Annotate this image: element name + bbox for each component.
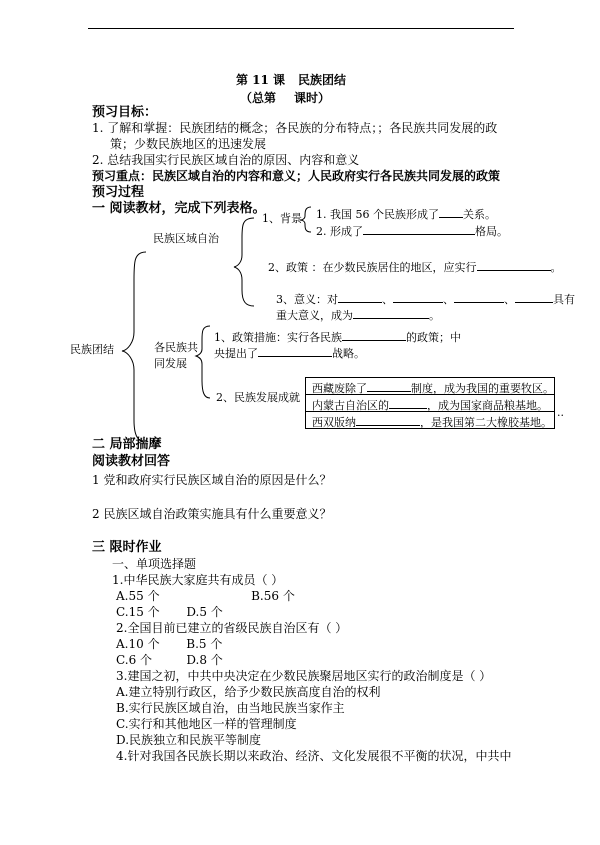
q1-stem: 1.中华民族大家庭共有成员（ ） — [112, 573, 284, 587]
meaning-line-2: 重大意义，成为 。 — [276, 309, 440, 322]
achievement-xishuangbanna: 西双版纳 ，是我国第二大橡胶基地。 — [312, 416, 552, 429]
q3-option-a: A.建立特别行政区，给予少数民族高度自治的权利 — [116, 685, 381, 699]
achievements-label: 2、民族发展成就 — [216, 391, 300, 404]
question-reason: 1 党和政府实行民族区域自治的原因是什么？ — [92, 473, 332, 487]
section3-heading: 三 限时作业 — [92, 540, 162, 555]
q2-options-ab: A.10 个 B.5 个 — [116, 637, 223, 651]
lesson-number: 第 11 课 — [236, 73, 286, 87]
section2-heading: 二 局部揣摩 — [92, 437, 162, 452]
goal-2: 2. 总结我国实行民族区域自治的原因、内容和意义 — [92, 153, 360, 167]
goals-heading: 预习目标： — [92, 105, 158, 120]
q3-option-b: B.实行民族区域自治，由当地民族当家作主 — [116, 701, 345, 715]
policy-line: 2、政策 ：在少数民族居住的地区，应实行 。 — [268, 261, 562, 274]
branch-common-development-1: 各民族共 — [154, 341, 198, 354]
measures-line-2: 央提出了 战略。 — [214, 347, 365, 360]
process-heading: 预习过程 — [92, 185, 145, 200]
meaning-line-1: 3、意义：对 、 、 、 具有 — [276, 293, 575, 306]
subtitle-open: （总第 — [240, 91, 277, 105]
achievement-inner-mongolia: 内蒙古自治区的 ，成为国家商品粮基地。 — [312, 399, 548, 412]
choice-subheading: 一、单项选择题 — [112, 557, 197, 571]
section2-subheading: 阅读教材回答 — [92, 454, 171, 469]
subtitle-close: 课时） — [294, 91, 331, 105]
branch-common-development-2: 同发展 — [154, 357, 187, 370]
q2-stem: 2.全国目前已建立的省级民族自治区有（ ） — [116, 621, 348, 635]
q4-stem: 4.针对我国各民族长期以来政治、经济、文化发展很不平衡的状况，中共中 — [116, 749, 512, 763]
key-points: 预习重点：民族区域自治的内容和意义；人民政府实行各民族共同发展的政策 — [92, 169, 501, 183]
q1-options-ab: A.55 个 B.56 个 — [116, 589, 295, 603]
q1-options-cd: C.15 个 D.5 个 — [116, 605, 223, 619]
diagram-root: 民族团结 — [70, 343, 114, 356]
goal-1-line2: 策；少数民族地区的迅速发展 — [110, 137, 267, 151]
q2-options-cd: C.6 个 D.8 个 — [116, 653, 223, 667]
q3-option-d: D.民族独立和民族平等制度 — [116, 733, 262, 747]
branch-regional-autonomy: 民族区域自治 — [153, 232, 219, 245]
background-item-2: 2. 形成了 格局。 — [316, 225, 508, 238]
section1-heading: 一 阅读教材，完成下列表格。 — [92, 201, 266, 216]
page-title: 民族团结 — [298, 73, 347, 87]
q3-stem: 3.建国之初，中共中央决定在少数民族聚居地区实行的政治制度是（ ） — [116, 669, 492, 683]
stray-dots: ·· — [557, 409, 564, 422]
achievement-tibet: 西藏废除了 制度，成为我国的重要牧区。 — [312, 382, 554, 395]
q3-option-c: C.实行和其他地区一样的管理制度 — [116, 717, 297, 731]
measures-line-1: 1、政策措施：实行各民族 的政策；中 — [214, 331, 461, 344]
question-significance: 2 民族区域自治政策实施具有什么重要意义？ — [92, 507, 332, 521]
background-item-1: 1. 我国 56 个民族形成了 关系。 — [316, 208, 496, 221]
background-label: 1、背景 — [262, 212, 302, 225]
goal-1-line1: 1. 了解和掌握：民族团结的概念；各民族的分布特点；；各民族共同发展的政 — [92, 121, 498, 135]
